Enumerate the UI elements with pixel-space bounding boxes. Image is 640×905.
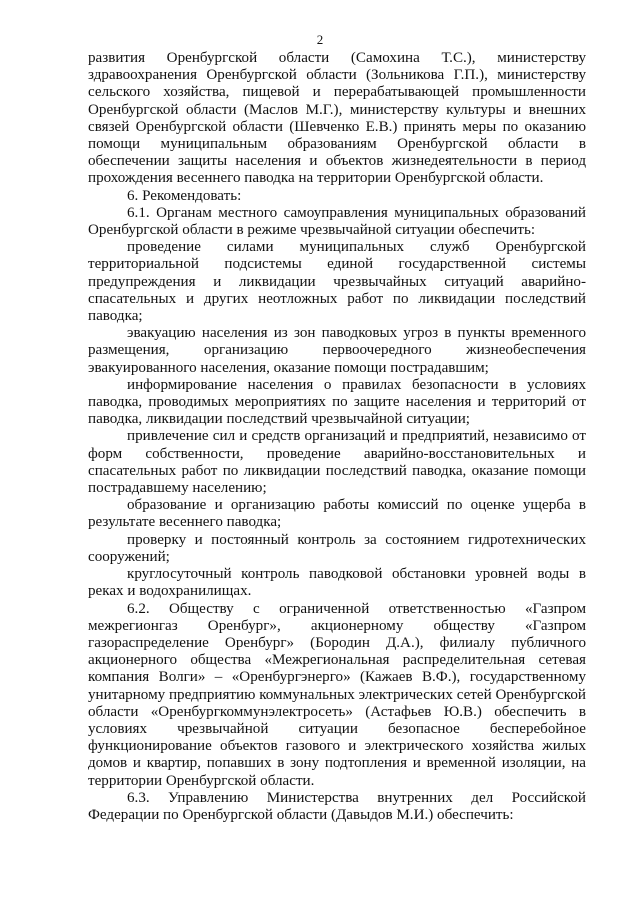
paragraph: образование и организацию работы комиссий по оценке ущерба в результате весеннего паводка;	[88, 497, 586, 531]
paragraph: привлечение сил и средств организаций и предприятий, независимо от форм собственности, проведение аварийно-восстановительных и спасательных работ по ликвидации последствий паводка, оказание помощи пострадавшему населению;	[88, 428, 586, 497]
paragraph: развития Оренбургской области (Самохина Т.С.), министерству здравоохранения Оренбургской области (Зольникова Г.П.), министерству сельского хозяйства, пищевой и перерабатывающей промышленности Оренбургской области (Маслов М.Г.), министерству культуры и внешних связей Оренбургской области (Шевченко Е.В.) принять меры по оказанию помощи муниципальным образованиям Оренбургской области в обеспечении защиты населения и объектов жизнедеятельности в период прохождения весеннего паводка на территории Оренбургской области.	[88, 50, 586, 187]
page-number: 2	[316, 32, 324, 47]
paragraph: 6. Рекомендовать:	[127, 187, 242, 204]
paragraph: круглосуточный контроль паводковой обстановки уровней воды в реках и водохранилищах.	[88, 566, 586, 600]
paragraph: проверку и постоянный контроль за состоянием гидротехнических сооружений;	[88, 531, 586, 565]
paragraph: информирование населения о правилах безопасности в условиях паводка, проводимых мероприятиях по защите населения и территорий от паводка, ликвидации последствий чрезвычайной ситуации;	[88, 376, 586, 428]
paragraph: эвакуацию населения из зон паводковых угроз в пункты временного размещения, организацию первоочередного жизнеобеспечения эвакуированного населения, оказание помощи пострадавшим;	[88, 325, 586, 376]
paragraph: 6.3. Управлению Министерства внутренних дел Российской Федерации по Оренбургской области (Давыдов М.И.) обеспечить:	[88, 789, 586, 823]
paragraph: проведение силами муниципальных служб Оренбургской территориальной подсистемы единой государственной системы предупреждения и ликвидации чрезвычайных ситуаций аварийно-спасательных и других неотложных работ по ликвидации последствий паводка;	[88, 239, 586, 325]
paragraph: 6.2. Обществу с ограниченной ответственностью «Газпром межрегионгаз Оренбург», акционерному обществу «Газпром газораспределение Оренбург» (Бородин Д.А.), филиалу публичного акционерного общества «Межрегиональная распределительная сетевая компания Волги» – «Оренбургэнерго» (Кажаев В.Ф.), государственному унитарному предприятию коммунальных электрических сетей Оренбургской области «Оренбургкоммунэлектросеть» (Астафьев Ю.В.) обеспечить в условиях чрезвычайной ситуации безопасное бесперебойное функционирование объектов газового и электрического хозяйства жилых домов и квартир, попавших в зону подтопления и временной изоляции, на территории Оренбургской области.	[88, 600, 586, 789]
document-body	[88, 50, 586, 824]
paragraph: 6.1. Органам местного самоуправления муниципальных образований Оренбургской области в режиме чрезвычайной ситуации обеспечить:	[88, 204, 586, 239]
